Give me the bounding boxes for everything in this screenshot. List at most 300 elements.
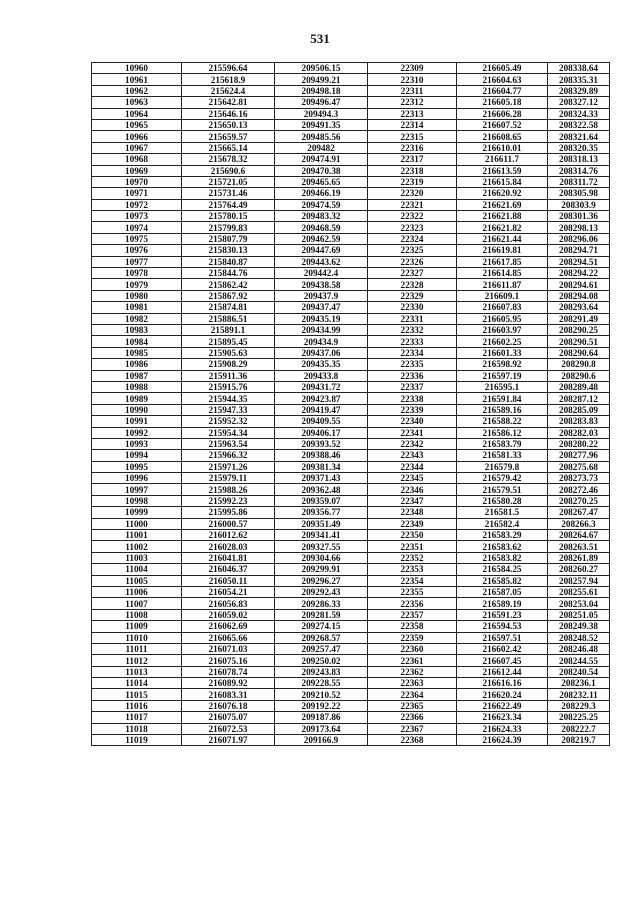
coordinates-table (91, 62, 610, 746)
table-row (92, 359, 610, 370)
cell-x-right: 216620.92 (457, 188, 548, 199)
cell-y-right: 208320.35 (548, 142, 610, 153)
cell-y-right: 208322.58 (548, 119, 610, 130)
cell-point-number-left: 10997 (92, 484, 182, 495)
cell-y-right: 208294.51 (548, 256, 610, 267)
cell-y-left: 209485.56 (275, 131, 368, 142)
table-row (92, 211, 610, 222)
cell-point-number-left: 10960 (92, 63, 182, 74)
table-row (92, 678, 610, 689)
table-row (92, 723, 610, 734)
cell-point-number-right: 22323 (368, 222, 457, 233)
cell-point-number-left: 10995 (92, 461, 182, 472)
cell-x-left: 215992.23 (182, 495, 275, 506)
cell-point-number-right: 22357 (368, 609, 457, 620)
cell-x-left: 215807.79 (182, 233, 275, 244)
cell-y-left: 209327.55 (275, 541, 368, 552)
table-row (92, 188, 610, 199)
cell-x-right: 216581.33 (457, 450, 548, 461)
table-row (92, 268, 610, 279)
cell-point-number-right: 22337 (368, 381, 457, 392)
cell-y-right: 208249.38 (548, 621, 610, 632)
cell-y-right: 208229.3 (548, 700, 610, 711)
cell-x-left: 215891.1 (182, 324, 275, 335)
cell-x-left: 215947.33 (182, 404, 275, 415)
cell-point-number-left: 10982 (92, 313, 182, 324)
cell-point-number-left: 11000 (92, 518, 182, 529)
table-row (92, 176, 610, 187)
cell-point-number-right: 22315 (368, 131, 457, 142)
cell-y-left: 209437.47 (275, 302, 368, 313)
cell-point-number-left: 10979 (92, 279, 182, 290)
cell-point-number-right: 22332 (368, 324, 457, 335)
cell-point-number-left: 10973 (92, 211, 182, 222)
cell-point-number-right: 22319 (368, 176, 457, 187)
cell-x-left: 215971.26 (182, 461, 275, 472)
cell-x-left: 215952.32 (182, 416, 275, 427)
cell-x-left: 216062.69 (182, 621, 275, 632)
cell-point-number-left: 11010 (92, 632, 182, 643)
cell-y-right: 208270.25 (548, 495, 610, 506)
cell-y-right: 208289.48 (548, 381, 610, 392)
cell-x-left: 215665.14 (182, 142, 275, 153)
cell-x-left: 216012.62 (182, 530, 275, 541)
cell-point-number-right: 22313 (368, 108, 457, 119)
cell-y-left: 209268.57 (275, 632, 368, 643)
table-row (92, 700, 610, 711)
cell-x-left: 216075.07 (182, 712, 275, 723)
cell-x-right: 216605.95 (457, 313, 548, 324)
cell-x-right: 216603.97 (457, 324, 548, 335)
cell-x-right: 216591.84 (457, 393, 548, 404)
cell-x-left: 216065.66 (182, 632, 275, 643)
cell-point-number-right: 22367 (368, 723, 457, 734)
cell-point-number-left: 10994 (92, 450, 182, 461)
cell-x-right: 216589.19 (457, 598, 548, 609)
cell-x-left: 215908.29 (182, 359, 275, 370)
cell-point-number-left: 11001 (92, 530, 182, 541)
cell-x-right: 216621.82 (457, 222, 548, 233)
cell-x-left: 215840.87 (182, 256, 275, 267)
page-number: 531 (310, 31, 330, 46)
cell-x-right: 216583.82 (457, 552, 548, 563)
table-row (92, 404, 610, 415)
cell-point-number-right: 22348 (368, 507, 457, 518)
table-row (92, 165, 610, 176)
table-row (92, 245, 610, 256)
cell-y-right: 208253.04 (548, 598, 610, 609)
cell-y-left: 209286.33 (275, 598, 368, 609)
table-row (92, 473, 610, 484)
cell-y-left: 209173.64 (275, 723, 368, 734)
table-row (92, 438, 610, 449)
cell-point-number-left: 10966 (92, 131, 182, 142)
table-row (92, 632, 610, 643)
cell-y-right: 208267.47 (548, 507, 610, 518)
cell-y-left: 209496.47 (275, 97, 368, 108)
cell-x-right: 216595.1 (457, 381, 548, 392)
table-row (92, 461, 610, 472)
cell-x-right: 216621.69 (457, 199, 548, 210)
cell-x-left: 216071.97 (182, 735, 275, 746)
cell-y-right: 208314.76 (548, 165, 610, 176)
table-row (92, 598, 610, 609)
cell-x-right: 216597.19 (457, 370, 548, 381)
cell-point-number-right: 22362 (368, 666, 457, 677)
cell-y-left: 209434.9 (275, 336, 368, 347)
cell-y-right: 208283.83 (548, 416, 610, 427)
cell-y-right: 208236.1 (548, 678, 610, 689)
cell-point-number-right: 22351 (368, 541, 457, 552)
cell-y-right: 208272.46 (548, 484, 610, 495)
cell-x-right: 216623.34 (457, 712, 548, 723)
cell-x-right: 216604.63 (457, 74, 548, 85)
cell-y-right: 208294.61 (548, 279, 610, 290)
cell-x-right: 216608.65 (457, 131, 548, 142)
cell-x-right: 216594.53 (457, 621, 548, 632)
cell-y-left: 209437.06 (275, 347, 368, 358)
cell-y-left: 209187.86 (275, 712, 368, 723)
cell-point-number-left: 10984 (92, 336, 182, 347)
cell-y-left: 209351.49 (275, 518, 368, 529)
cell-y-left: 209499.21 (275, 74, 368, 85)
table-row (92, 586, 610, 597)
cell-point-number-right: 22359 (368, 632, 457, 643)
cell-point-number-right: 22333 (368, 336, 457, 347)
table-row (92, 575, 610, 586)
cell-point-number-left: 11002 (92, 541, 182, 552)
table-row (92, 655, 610, 666)
cell-y-right: 208244.55 (548, 655, 610, 666)
table-row (92, 324, 610, 335)
cell-point-number-right: 22331 (368, 313, 457, 324)
cell-point-number-right: 22316 (368, 142, 457, 153)
cell-point-number-left: 10964 (92, 108, 182, 119)
cell-point-number-right: 22311 (368, 85, 457, 96)
table-row (92, 666, 610, 677)
cell-point-number-right: 22317 (368, 154, 457, 165)
cell-point-number-right: 22363 (368, 678, 457, 689)
cell-point-number-right: 22347 (368, 495, 457, 506)
cell-y-right: 208321.64 (548, 131, 610, 142)
cell-x-right: 216609.1 (457, 290, 548, 301)
cell-x-left: 215830.13 (182, 245, 275, 256)
cell-point-number-right: 22366 (368, 712, 457, 723)
cell-x-left: 215678.32 (182, 154, 275, 165)
cell-x-left: 216072.53 (182, 723, 275, 734)
cell-y-left: 209435.19 (275, 313, 368, 324)
cell-point-number-left: 11016 (92, 700, 182, 711)
cell-y-right: 208294.22 (548, 268, 610, 279)
cell-x-left: 216071.03 (182, 643, 275, 654)
cell-x-left: 215867.92 (182, 290, 275, 301)
table-row (92, 222, 610, 233)
cell-y-left: 209443.62 (275, 256, 368, 267)
cell-y-left: 209482 (275, 142, 368, 153)
cell-y-right: 208266.3 (548, 518, 610, 529)
cell-y-right: 208275.68 (548, 461, 610, 472)
cell-point-number-right: 22360 (368, 643, 457, 654)
cell-point-number-right: 22320 (368, 188, 457, 199)
table-row (92, 233, 610, 244)
table-row (92, 484, 610, 495)
cell-point-number-left: 10985 (92, 347, 182, 358)
cell-x-left: 216076.18 (182, 700, 275, 711)
cell-y-right: 208335.31 (548, 74, 610, 85)
table-row (92, 735, 610, 746)
cell-x-left: 215911.36 (182, 370, 275, 381)
cell-x-left: 215721.05 (182, 176, 275, 187)
cell-y-right: 208280.22 (548, 438, 610, 449)
cell-y-left: 209192.22 (275, 700, 368, 711)
cell-x-left: 215995.86 (182, 507, 275, 518)
table-row (92, 131, 610, 142)
cell-y-left: 209494.3 (275, 108, 368, 119)
cell-y-right: 208232.11 (548, 689, 610, 700)
cell-point-number-right: 22345 (368, 473, 457, 484)
cell-point-number-left: 10975 (92, 233, 182, 244)
cell-y-left: 209381.34 (275, 461, 368, 472)
cell-point-number-left: 10974 (92, 222, 182, 233)
cell-y-left: 209299.91 (275, 564, 368, 575)
cell-x-right: 216579.51 (457, 484, 548, 495)
cell-y-left: 209438.58 (275, 279, 368, 290)
cell-y-right: 208260.27 (548, 564, 610, 575)
cell-x-left: 215764.49 (182, 199, 275, 210)
table-row (92, 393, 610, 404)
cell-y-left: 209292.43 (275, 586, 368, 597)
cell-point-number-left: 10998 (92, 495, 182, 506)
cell-point-number-left: 10978 (92, 268, 182, 279)
cell-x-right: 216621.44 (457, 233, 548, 244)
cell-x-left: 215979.11 (182, 473, 275, 484)
cell-y-left: 209388.46 (275, 450, 368, 461)
cell-point-number-left: 10962 (92, 85, 182, 96)
table-row (92, 97, 610, 108)
cell-point-number-left: 11012 (92, 655, 182, 666)
cell-y-left: 209341.41 (275, 530, 368, 541)
cell-point-number-right: 22342 (368, 438, 457, 449)
table-row (92, 370, 610, 381)
cell-point-number-left: 11003 (92, 552, 182, 563)
cell-x-left: 215642.81 (182, 97, 275, 108)
cell-x-right: 216597.51 (457, 632, 548, 643)
cell-point-number-left: 11004 (92, 564, 182, 575)
cell-point-number-right: 22355 (368, 586, 457, 597)
table-row (92, 302, 610, 313)
cell-x-right: 216583.79 (457, 438, 548, 449)
cell-x-right: 216607.83 (457, 302, 548, 313)
table-row (92, 552, 610, 563)
cell-point-number-right: 22365 (368, 700, 457, 711)
cell-x-left: 215844.76 (182, 268, 275, 279)
cell-point-number-right: 22344 (368, 461, 457, 472)
cell-x-right: 216591.23 (457, 609, 548, 620)
cell-x-right: 216582.4 (457, 518, 548, 529)
cell-point-number-left: 11011 (92, 643, 182, 654)
cell-y-left: 209210.52 (275, 689, 368, 700)
cell-x-right: 216611.87 (457, 279, 548, 290)
cell-x-left: 215690.6 (182, 165, 275, 176)
cell-y-left: 209409.55 (275, 416, 368, 427)
cell-y-right: 208264.67 (548, 530, 610, 541)
cell-x-left: 216041.81 (182, 552, 275, 563)
cell-y-left: 209435.35 (275, 359, 368, 370)
cell-x-right: 216579.8 (457, 461, 548, 472)
table-row (92, 119, 610, 130)
cell-x-right: 216622.49 (457, 700, 548, 711)
cell-y-right: 208327.12 (548, 97, 610, 108)
cell-point-number-left: 10988 (92, 381, 182, 392)
cell-point-number-left: 11008 (92, 609, 182, 620)
cell-x-right: 216580.28 (457, 495, 548, 506)
cell-x-right: 216619.81 (457, 245, 548, 256)
cell-y-right: 208293.64 (548, 302, 610, 313)
table-row (92, 541, 610, 552)
cell-point-number-right: 22325 (368, 245, 457, 256)
cell-x-left: 215944.35 (182, 393, 275, 404)
cell-x-left: 215905.63 (182, 347, 275, 358)
table-row (92, 609, 610, 620)
cell-x-right: 216606.28 (457, 108, 548, 119)
cell-x-right: 216602.25 (457, 336, 548, 347)
cell-point-number-right: 22356 (368, 598, 457, 609)
cell-y-right: 208251.05 (548, 609, 610, 620)
cell-y-left: 209468.59 (275, 222, 368, 233)
cell-point-number-left: 10993 (92, 438, 182, 449)
cell-x-left: 215780.15 (182, 211, 275, 222)
table-row (92, 256, 610, 267)
cell-y-left: 209304.66 (275, 552, 368, 563)
cell-x-left: 215915.76 (182, 381, 275, 392)
cell-x-left: 216028.03 (182, 541, 275, 552)
cell-y-left: 209465.65 (275, 176, 368, 187)
table-row (92, 621, 610, 632)
table-row (92, 381, 610, 392)
cell-x-right: 216586.12 (457, 427, 548, 438)
cell-point-number-left: 10991 (92, 416, 182, 427)
table-row (92, 643, 610, 654)
table-row (92, 313, 610, 324)
cell-point-number-left: 10969 (92, 165, 182, 176)
cell-point-number-right: 22354 (368, 575, 457, 586)
cell-point-number-left: 10971 (92, 188, 182, 199)
cell-y-left: 209419.47 (275, 404, 368, 415)
cell-x-left: 215862.42 (182, 279, 275, 290)
table-row (92, 507, 610, 518)
cell-y-left: 209356.77 (275, 507, 368, 518)
cell-y-right: 208257.94 (548, 575, 610, 586)
cell-point-number-right: 22322 (368, 211, 457, 222)
cell-point-number-right: 22353 (368, 564, 457, 575)
table-row (92, 495, 610, 506)
cell-y-left: 209474.59 (275, 199, 368, 210)
cell-y-right: 208273.73 (548, 473, 610, 484)
cell-point-number-left: 10968 (92, 154, 182, 165)
cell-x-left: 216054.21 (182, 586, 275, 597)
table-row (92, 336, 610, 347)
cell-y-left: 209433.8 (275, 370, 368, 381)
cell-y-right: 208240.54 (548, 666, 610, 677)
cell-point-number-left: 10961 (92, 74, 182, 85)
cell-point-number-left: 11015 (92, 689, 182, 700)
cell-y-right: 208294.71 (548, 245, 610, 256)
cell-point-number-right: 22352 (368, 552, 457, 563)
cell-y-right: 208329.89 (548, 85, 610, 96)
cell-y-right: 208263.51 (548, 541, 610, 552)
cell-x-left: 215646.16 (182, 108, 275, 119)
cell-y-right: 208298.13 (548, 222, 610, 233)
cell-x-right: 216624.39 (457, 735, 548, 746)
cell-point-number-right: 22329 (368, 290, 457, 301)
table-row (92, 450, 610, 461)
cell-point-number-left: 10986 (92, 359, 182, 370)
cell-x-left: 216000.57 (182, 518, 275, 529)
table-row (92, 689, 610, 700)
cell-x-right: 216613.59 (457, 165, 548, 176)
cell-y-right: 208296.06 (548, 233, 610, 244)
cell-x-left: 215618.9 (182, 74, 275, 85)
cell-y-right: 208222.7 (548, 723, 610, 734)
cell-point-number-right: 22364 (368, 689, 457, 700)
cell-point-number-right: 22318 (368, 165, 457, 176)
cell-y-left: 209274.15 (275, 621, 368, 632)
cell-y-right: 208277.96 (548, 450, 610, 461)
cell-x-left: 216075.16 (182, 655, 275, 666)
cell-x-left: 216059.02 (182, 609, 275, 620)
cell-x-right: 216583.29 (457, 530, 548, 541)
cell-x-right: 216579.42 (457, 473, 548, 484)
cell-point-number-right: 22326 (368, 256, 457, 267)
table-row (92, 74, 610, 85)
table-row (92, 290, 610, 301)
cell-x-right: 216581.5 (457, 507, 548, 518)
cell-x-right: 216615.84 (457, 176, 548, 187)
cell-point-number-right: 22309 (368, 63, 457, 74)
cell-y-left: 209434.99 (275, 324, 368, 335)
cell-point-number-left: 10996 (92, 473, 182, 484)
cell-x-right: 216611.7 (457, 154, 548, 165)
cell-x-right: 216621.88 (457, 211, 548, 222)
cell-point-number-left: 11006 (92, 586, 182, 597)
cell-x-left: 215966.32 (182, 450, 275, 461)
cell-y-right: 208290.6 (548, 370, 610, 381)
cell-y-left: 209362.48 (275, 484, 368, 495)
cell-y-right: 208303.9 (548, 199, 610, 210)
cell-x-right: 216604.77 (457, 85, 548, 96)
table-row (92, 108, 610, 119)
table-row (92, 712, 610, 723)
cell-x-left: 216083.31 (182, 689, 275, 700)
cell-y-right: 208282.03 (548, 427, 610, 438)
cell-x-left: 216056.83 (182, 598, 275, 609)
cell-point-number-right: 22350 (368, 530, 457, 541)
cell-point-number-right: 22328 (368, 279, 457, 290)
cell-point-number-left: 10983 (92, 324, 182, 335)
cell-y-left: 209447.69 (275, 245, 368, 256)
cell-x-right: 216587.05 (457, 586, 548, 597)
cell-point-number-right: 22349 (368, 518, 457, 529)
cell-y-right: 208294.08 (548, 290, 610, 301)
cell-y-left: 209406.17 (275, 427, 368, 438)
table-row (92, 142, 610, 153)
cell-point-number-left: 10972 (92, 199, 182, 210)
cell-point-number-left: 11005 (92, 575, 182, 586)
cell-point-number-left: 11007 (92, 598, 182, 609)
cell-y-left: 209498.18 (275, 85, 368, 96)
cell-y-right: 208219.7 (548, 735, 610, 746)
cell-y-right: 208318.13 (548, 154, 610, 165)
